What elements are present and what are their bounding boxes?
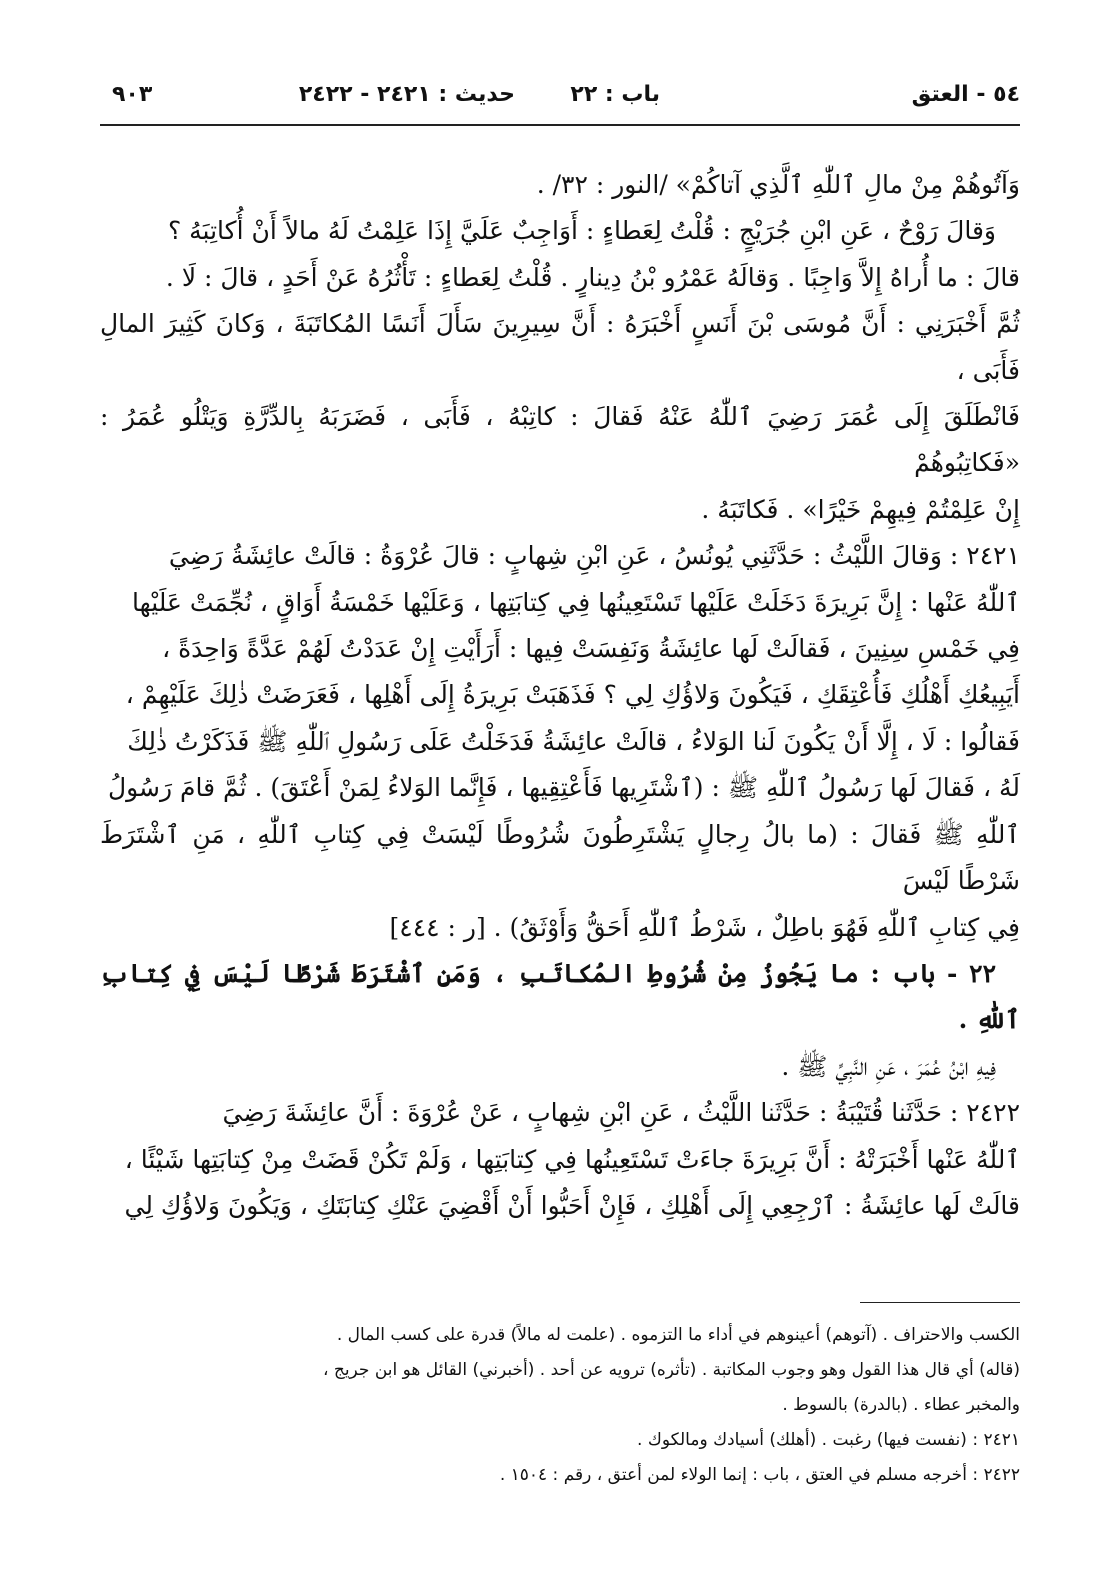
text-line: فَانْطَلَقَ إِلَى عُمَرَ رَضِيَ ٱللّٰهُ عَنْهُ فَقالَ : كاتِبْهُ ، فَأَبَى ، فَضَرَبَهُ بِالدِّرَّةِ وَيَتْلُو عُمَرُ : «فَكاتِبُوهُمْ [100, 402, 1020, 478]
text-line: فِي كِتابِ ٱللّٰهِ فَهُوَ باطِلٌ ، شَرْطُ ٱللّٰهِ أَحَقُّ وَأَوْثَقُ) . [ر : ٤٤٤] [389, 912, 1020, 942]
hadith-2422-start: ٢٤٢٢ : حَدَّثَنا قُتَيْبَةُ : حَدَّثَنا اللَّيْثُ ، عَنِ ابْنِ شِهابٍ ، عَنْ عُرْوَةَ : أَنَّ عائِشَةَ رَضِيَ [222, 1098, 1020, 1128]
text-line: فَقالُوا : لَا ، إِلَّا أَنْ يَكُونَ لَنا الوَلاءُ ، قالَتْ عائِشَةُ فَدَخَلْتُ عَلَى رَسُولِ ٱللّٰهِ ﷺ فَذَكَرْتُ ذٰلِكَ [127, 726, 1020, 756]
text-line: فِيهِ ابْنُ عُمَرَ ، عَنِ النَّبِيِّ ﷺ . [781, 1051, 996, 1081]
footnote-line: الكسب والاحتراف . (آتوهم) أعينوهم في أداء ما التزموه . (علمت له مالاً) قدرة على كسب المال . [336, 1325, 1020, 1345]
text-line: ٱللّٰهُ عَنْها : إِنَّ بَرِيرَةَ دَخَلَتْ عَلَيْها تَسْتَعِينُها فِي كِتابَتِها ، وَعَلَيْها خَمْسَةُ أَوَاقٍ ، نُجِّمَتْ عَلَيْها [132, 587, 1020, 617]
text-line: ثُمَّ أَخْبَرَنِي : أَنَّ مُوسَى بْنَ أَنَسٍ أَخْبَرَهُ : أَنَّ سِيرِينَ سَأَلَ أَنَسًا المُكاتَبَةَ ، وَكانَ كَثِيرَ المالِ فَأَبَى ، [100, 309, 1020, 385]
text-line: ٱللّٰهُ عَنْها أَخْبَرَتْهُ : أَنَّ بَرِيرَةَ جاءَتْ تَسْتَعِينُها فِي كِتابَتِها ، وَلَمْ تَكُنْ قَضَتْ مِنْ كِتابَتِها شَيْئًا ، [124, 1144, 1020, 1174]
main-text [100, 162, 1020, 1229]
text-line: وَآتُوهُمْ مِنْ مالِ ٱللّٰهِ ٱلَّذِي آتاكُمْ» /النور : ٣٢/ . [536, 170, 1020, 199]
footnote-line: والمخبر عطاء . (بالدرة) بالسوط . [782, 1395, 1020, 1415]
footnotes [100, 1318, 1020, 1493]
footnote-line: (قاله) أي قال هذا القول وهو وجوب المكاتبة . (تأثره) ترويه عن أحد . (أخبرني) القائل هو ابن جريج ، [322, 1360, 1020, 1380]
text-line: أَيَبِيعُكِ أَهْلُكِ فَأُعْتِقَكِ ، فَيَكُونَ وَلاؤُكِ لِي ؟ فَذَهَبَتْ بَرِيرَةُ إِلَى أَهْلِها ، فَعَرَضَتْ ذٰلِكَ عَلَيْهِمْ ، [125, 680, 1020, 710]
text-line: وَقالَ رَوْحٌ ، عَنِ ابْنِ جُرَيْجٍ : قُلْتُ لِعَطاءٍ : أَوَاجِبٌ عَلَيَّ إِذَا عَلِمْتُ لَهُ مالاً أَنْ أُكاتِبَهُ ؟ [167, 216, 996, 246]
bab-heading: ٢٢ - باب : ما يَجُوزُ مِنْ شُرُوطِ المُكاتَبِ ، وَمَنِ ٱشْتَرَطَ شَرْطًا لَيْسَ فِي كِتابِ ٱللّٰهِ . [100, 958, 1020, 1035]
header-rule [100, 124, 1020, 126]
bab-number: باب : ٢٢ [570, 82, 660, 107]
hadith-2421-start: ٢٤٢١ : وَقالَ اللَّيْثُ : حَدَّثَنِي يُونُسُ ، عَنِ ابْنِ شِهابٍ : قالَ عُرْوَةُ : قالَتْ عائِشَةُ رَضِيَ [168, 541, 1020, 571]
text-line: لَهُ ، فَقالَ لَها رَسُولُ ٱللّٰهِ ﷺ : (ٱشْتَرِيها فَأَعْتِقِيها ، فَإِنَّما الوَلاءُ لِمَنْ أَعْتَقَ) . ثُمَّ قامَ رَسُولُ [107, 773, 1020, 803]
footnote-rule [860, 1302, 1020, 1303]
chapter-title: ٥٤ - العتق [911, 82, 1020, 107]
text-line: قالَ : ما أُراهُ إِلاَّ وَاجِبًا . وَقالَهُ عَمْرُو بْنُ دِينارٍ . قُلْتُ لِعَطاءٍ : تَأْثُرُهُ عَنْ أَحَدٍ ، قالَ : لَا . [165, 262, 1020, 292]
text-line: فِي خَمْسِ سِنِينَ ، فَقالَتْ لَها عائِشَةُ وَنَفِسَتْ فِيها : أَرَأَيْتِ إِنْ عَدَدْتُ لَهُمْ عَدَّةً وَاحِدَةً ، [162, 634, 1020, 664]
text-line: إِنْ عَلِمْتُمْ فِيهِمْ خَيْرًا» . فَكاتَبَهُ . [701, 494, 1020, 524]
footnote-line: ٢٤٢١ : (نفست فيها) رغبت . (أهلك) أسيادك ومالكوك . [637, 1430, 1020, 1450]
hadith-range: حديث : ٢٤٢١ - ٢٤٢٢ [298, 82, 515, 107]
footnote-line: ٢٤٢٢ : أخرجه مسلم في العتق ، باب : إنما الولاء لمن أعتق ، رقم : ١٥٠٤ . [499, 1465, 1020, 1485]
running-header [100, 82, 1020, 122]
text-line: قالَتْ لَها عائِشَةُ : ٱرْجِعِي إِلَى أَهْلِكِ ، فَإِنْ أَحَبُّوا أَنْ أَقْضِيَ عَنْكِ كِتابَتَكِ ، وَيَكُونَ وَلاؤُكِ لِي [124, 1190, 1020, 1220]
page-number: ٩٠٣ [112, 82, 153, 107]
text-line: ٱللّٰهِ ﷺ فَقالَ : (ما بالُ رِجالٍ يَشْتَرِطُونَ شُرُوطًا لَيْسَتْ فِي كِتابِ ٱللّٰهِ ، مَنِ ٱشْتَرَطَ شَرْطًا لَيْسَ [100, 819, 1020, 896]
